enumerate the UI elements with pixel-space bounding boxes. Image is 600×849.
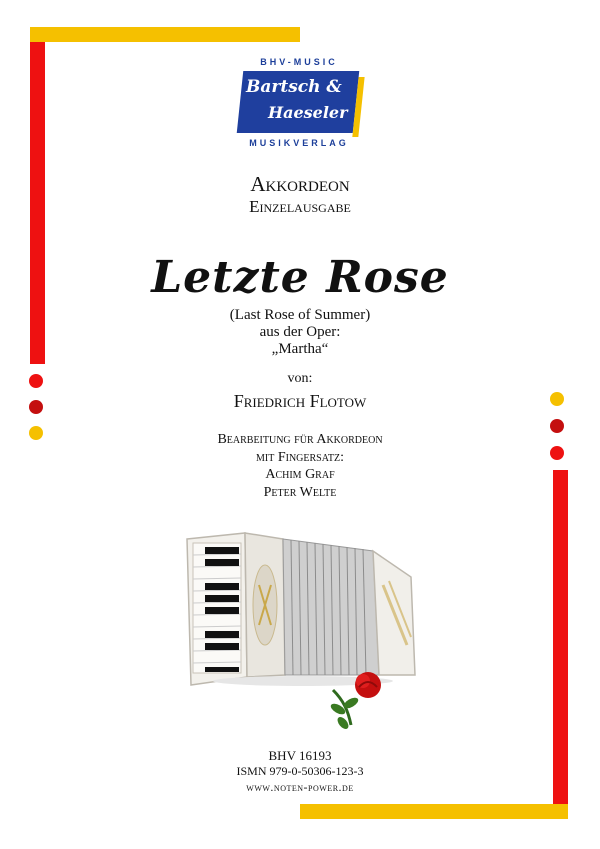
- subtitle-line: (Last Rose of Summer): [229, 307, 371, 323]
- instrument: Akkordeon: [250, 172, 350, 196]
- website: www.noten-power.de: [246, 780, 354, 794]
- decor-dot-dark-red: [550, 419, 564, 433]
- arrangement-line: Bearbeitung für Akkordeon: [217, 432, 383, 447]
- edition: Einzelausgabe: [249, 197, 351, 216]
- logo-name-line1: Bartsch &: [246, 77, 342, 97]
- piece-title: Letzte Rose: [151, 252, 449, 303]
- composer: Friedrich Flotow: [233, 391, 367, 411]
- catalog-number: BHV 16193: [268, 748, 332, 763]
- subtitle-line: „Martha“: [271, 341, 329, 357]
- ismn: ISMN 979-0-50306-123-3: [236, 764, 364, 778]
- publisher-logo: [238, 57, 360, 153]
- frame-bottom-bar: [300, 804, 568, 819]
- frame-top-bar: [30, 27, 300, 42]
- arrangement-line: mit Fingersatz:: [256, 450, 344, 465]
- logo-bottom-text: MUSIKVERLAG: [249, 138, 349, 148]
- logo-name-line2: Haeseler: [268, 103, 348, 122]
- accordion-illustration: [183, 525, 423, 740]
- arranger-name: Peter Welte: [263, 485, 337, 500]
- logo-top-text: BHV-MUSIC: [260, 57, 338, 67]
- accordion-icon: [187, 533, 415, 686]
- subtitle-line: aus der Oper:: [259, 324, 341, 340]
- von-label: von:: [287, 371, 313, 386]
- arranger-name: Achim Graf: [265, 467, 335, 482]
